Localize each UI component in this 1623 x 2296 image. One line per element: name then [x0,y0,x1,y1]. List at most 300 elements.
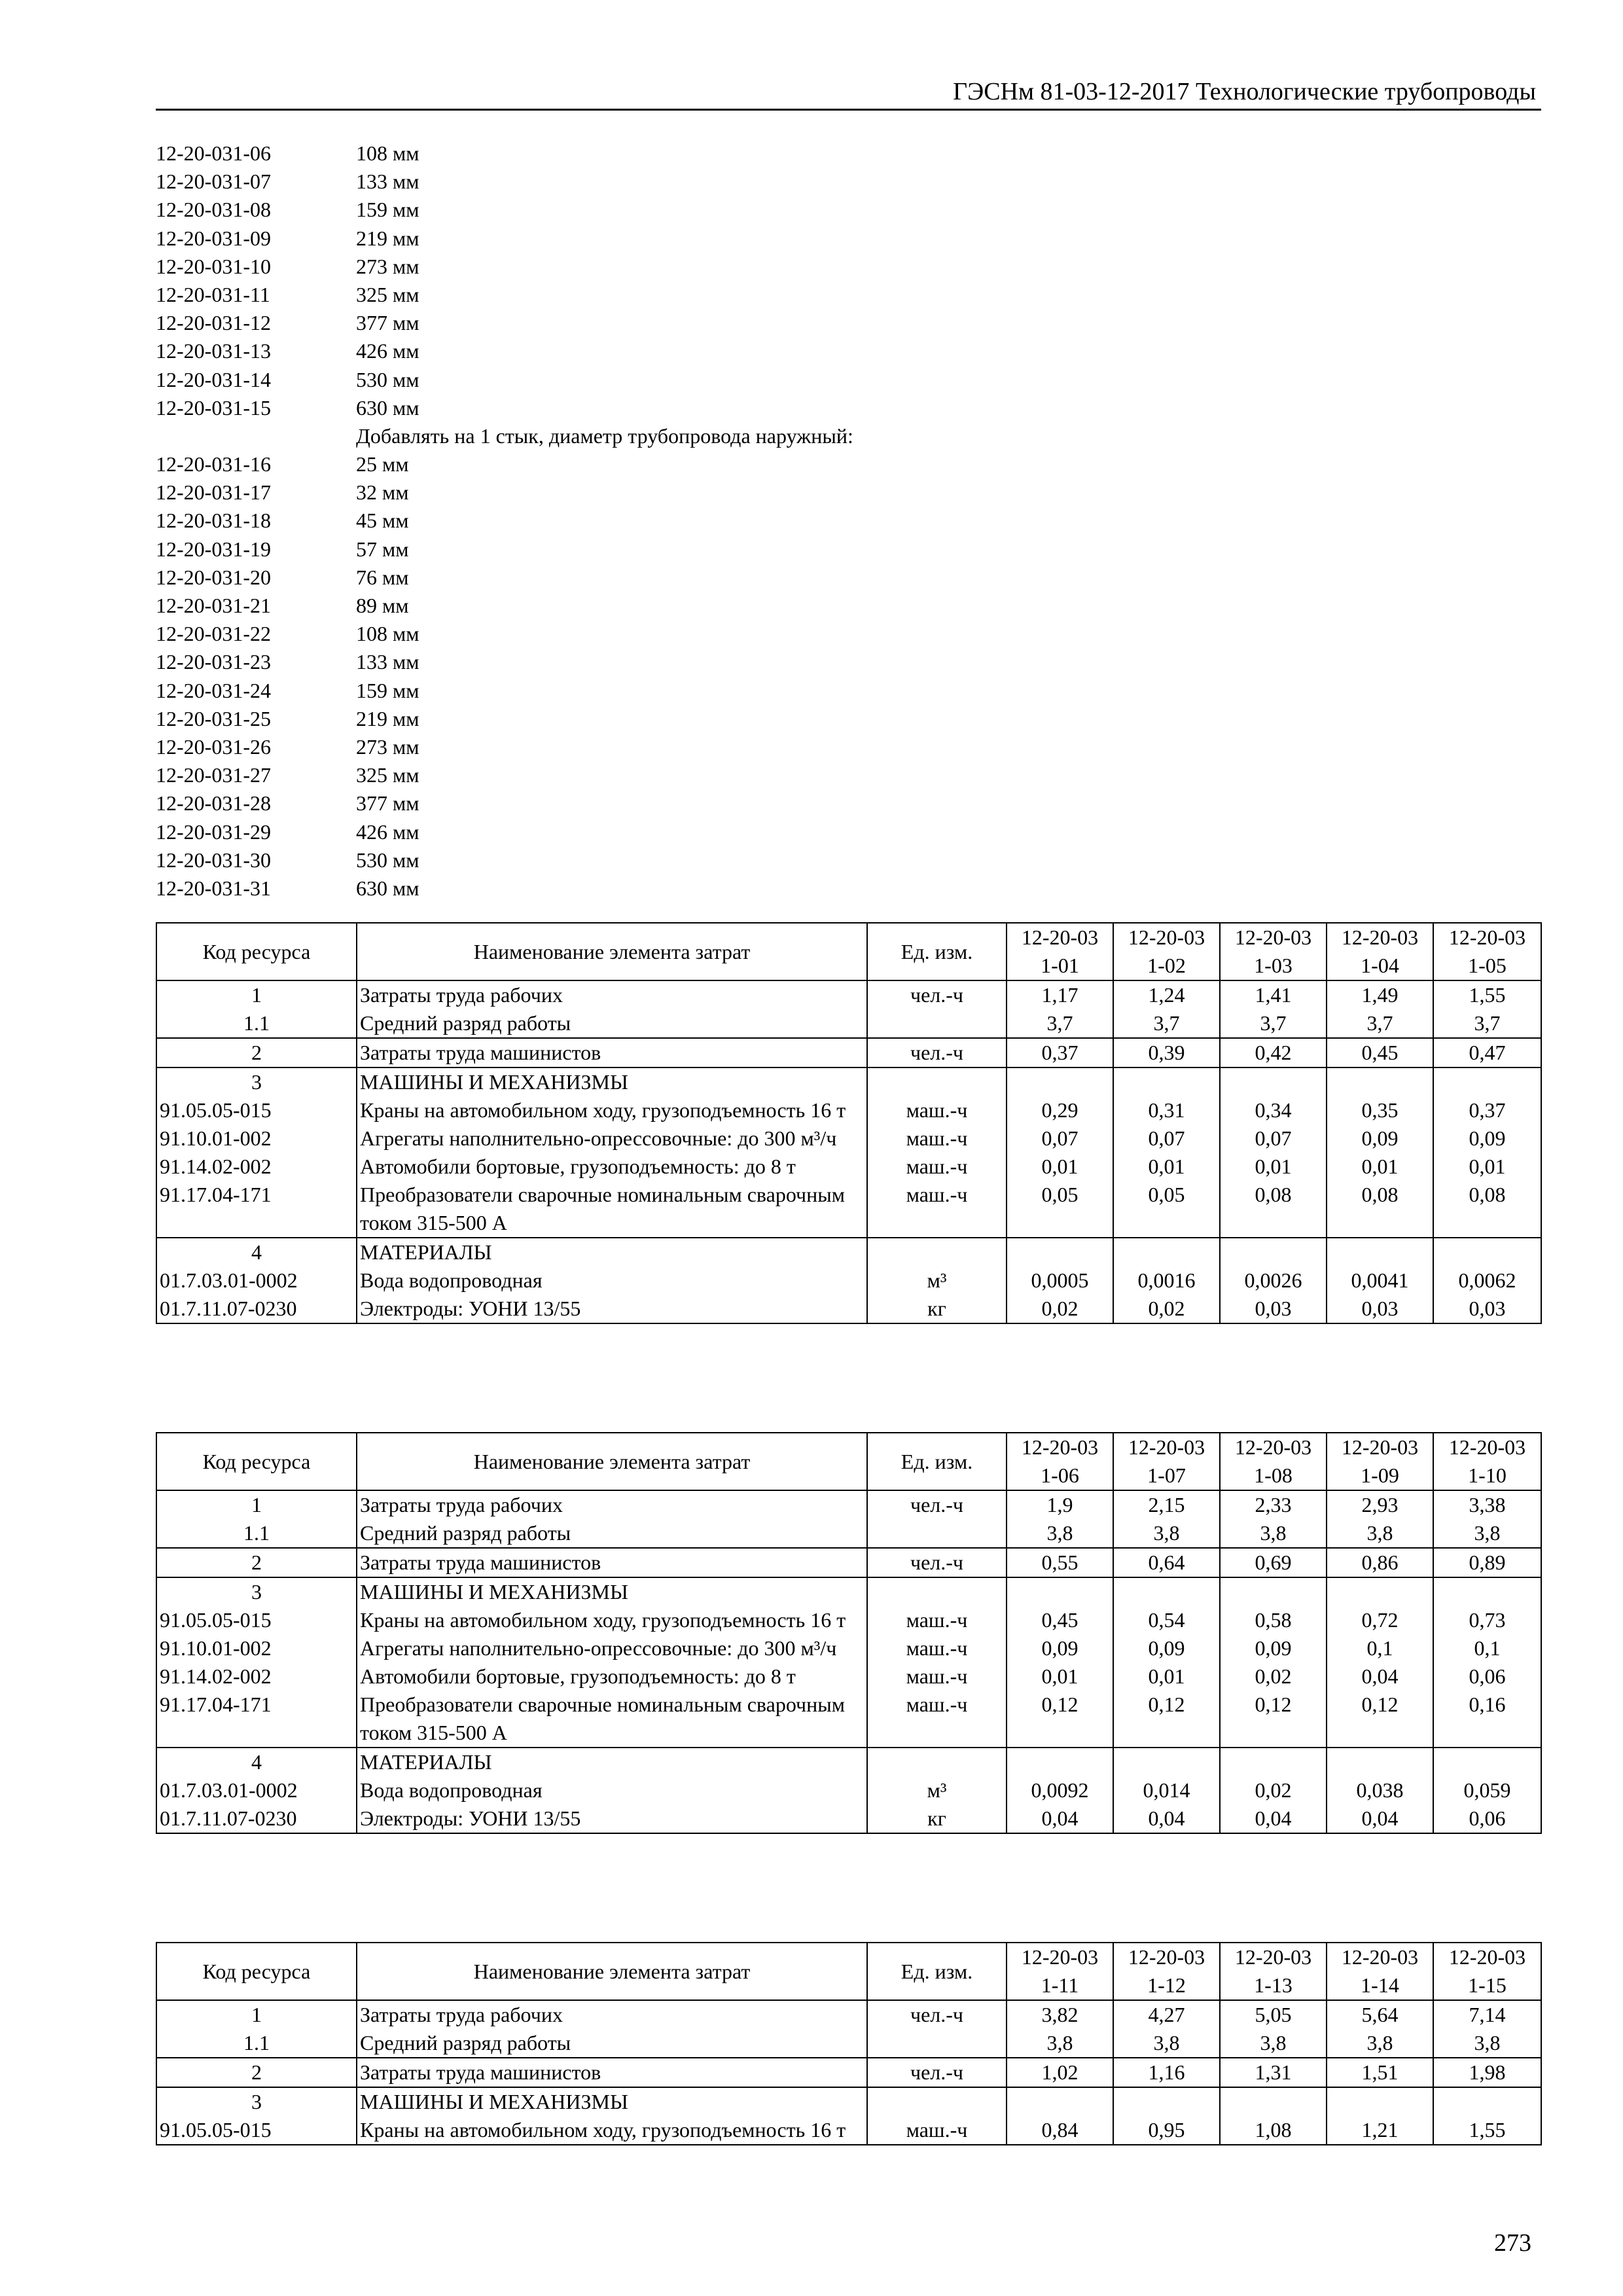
table-row [156,1577,1541,1606]
cell-resource-code: 01.7.11.07-0230 [156,1804,357,1833]
header-column-code: 12-20-031-01 [1007,923,1113,980]
cell-resource-code: 4 [156,1748,357,1776]
code-list-item [156,592,853,620]
code-list-item [156,450,853,478]
cell-element-name: Краны на автомобильном ходу, грузоподъемность 16 т [357,2116,867,2145]
cell-value: 1,08 [1220,2116,1327,2145]
header-unit: Ед. изм. [867,1943,1007,2000]
cell-value: 1,02 [1007,2058,1113,2087]
cell-value: 0,06 [1433,1662,1541,1691]
cell-element-name: Затраты труда рабочих [357,2000,867,2029]
cell-value [1220,2087,1327,2116]
header-column-code: 12-20-031-15 [1433,1943,1541,2000]
cell-value [1113,1238,1220,1266]
cell-value: 0,08 [1220,1181,1327,1238]
cell-value: 0,08 [1327,1181,1433,1238]
code-list-item [156,196,853,224]
table-row [156,1067,1541,1096]
header-code: Код ресурса [156,1943,357,2000]
cell-unit [867,1577,1007,1606]
cell-value: 0,58 [1220,1606,1327,1634]
cell-value: 0,014 [1113,1776,1220,1804]
cell-unit: чел.-ч [867,1038,1007,1067]
cell-element-name: Средний разряд работы [357,1009,867,1038]
cell-value [1113,2087,1220,2116]
cell-element-name: МАТЕРИАЛЫ [357,1748,867,1776]
header-unit: Ед. изм. [867,923,1007,980]
code-list-value: 89 мм [356,594,409,617]
cell-value: 0,09 [1220,1634,1327,1662]
cell-element-name: Электроды: УОНИ 13/55 [357,1804,867,1833]
cell-value: 0,64 [1113,1548,1220,1577]
code-list-item [156,564,853,592]
cell-value [1007,1067,1113,1096]
code-list-item [156,281,853,309]
cell-value: 0,1 [1327,1634,1433,1662]
cell-element-name: МАТЕРИАЛЫ [357,1238,867,1266]
cell-element-name: Автомобили бортовые, грузоподъемность: до 8 т [357,1662,867,1691]
code-list-code: 12-20-031-24 [156,678,271,702]
table-row [156,1776,1541,1804]
cell-value: 0,02 [1220,1776,1327,1804]
code-list-item [156,478,853,507]
header-column-code: 12-20-031-06 [1007,1433,1113,1490]
table-row [156,1548,1541,1577]
table-row [156,1606,1541,1634]
cell-value [1327,1238,1433,1266]
cell-element-name: Вода водопроводная [357,1776,867,1804]
code-list-value: 133 мм [356,650,419,674]
cell-value: 3,8 [1433,2029,1541,2058]
table-row [156,2000,1541,2029]
cell-value: 0,29 [1007,1096,1113,1124]
cell-element-name: Агрегаты наполнительно-опрессовочные: до 300 м³/ч [357,1634,867,1662]
code-list-item [156,733,853,761]
code-list-value: 108 мм [356,622,419,646]
cell-resource-code: 3 [156,2087,357,2116]
cell-value: 1,49 [1327,980,1433,1009]
cell-value [1433,1238,1541,1266]
cell-value: 3,7 [1113,1009,1220,1038]
cell-value: 3,8 [1113,2029,1220,2058]
code-list-item [156,705,853,733]
cell-value: 0,06 [1433,1804,1541,1833]
cell-value: 0,02 [1220,1662,1327,1691]
table-row [156,1748,1541,1776]
code-list-code: 12-20-031-27 [156,763,271,787]
cell-value: 0,07 [1007,1124,1113,1153]
cell-value: 0,038 [1327,1776,1433,1804]
cell-value: 1,41 [1220,980,1327,1009]
cell-element-name: МАШИНЫ И МЕХАНИЗМЫ [357,1577,867,1606]
cell-value: 1,55 [1433,980,1541,1009]
table-row [156,1519,1541,1548]
table-row [156,1181,1541,1238]
cell-value: 0,0026 [1220,1266,1327,1295]
table-row [156,2058,1541,2087]
cell-value: 0,37 [1433,1096,1541,1124]
header-name: Наименование элемента затрат [357,923,867,980]
cell-element-name: Вода водопроводная [357,1266,867,1295]
cell-value: 0,73 [1433,1606,1541,1634]
cell-element-name: МАШИНЫ И МЕХАНИЗМЫ [357,1067,867,1096]
cell-value: 0,0062 [1433,1266,1541,1295]
cell-value: 2,33 [1220,1490,1327,1519]
code-list-note [156,422,853,450]
cell-value: 1,16 [1113,2058,1220,2087]
code-list-code: 12-20-031-19 [156,537,271,561]
cell-unit: маш.-ч [867,1691,1007,1748]
cell-value: 0,42 [1220,1038,1327,1067]
cell-resource-code: 01.7.03.01-0002 [156,1266,357,1295]
code-list-code: 12-20-031-09 [156,226,271,250]
code-list-value: 133 мм [356,170,419,194]
cell-unit [867,1519,1007,1548]
cell-unit: м³ [867,1266,1007,1295]
cell-value: 0,05 [1007,1181,1113,1238]
code-list-item [156,394,853,422]
cell-element-name: Затраты труда машинистов [357,1548,867,1577]
code-list-value: 32 мм [356,480,409,505]
header-column-code: 12-20-031-07 [1113,1433,1220,1490]
code-list-item [156,139,853,168]
cell-value: 0,04 [1113,1804,1220,1833]
code-list-code: 12-20-031-21 [156,594,271,617]
cell-resource-code: 1 [156,980,357,1009]
code-list-code [156,422,356,450]
table-row [156,1096,1541,1124]
cell-value: 0,12 [1327,1691,1433,1748]
code-list-code: 12-20-031-12 [156,311,271,335]
code-list-code: 12-20-031-18 [156,509,271,533]
cell-value: 0,47 [1433,1038,1541,1067]
cell-value: 0,03 [1433,1295,1541,1323]
header-code: Код ресурса [156,1433,357,1490]
cell-value [1113,1067,1220,1096]
cell-resource-code: 1.1 [156,2029,357,2058]
cell-value: 0,02 [1007,1295,1113,1323]
header-column-code: 12-20-031-02 [1113,923,1220,980]
cell-resource-code: 91.17.04-171 [156,1181,357,1238]
code-list-item [156,677,853,705]
code-list-value: 45 мм [356,509,409,533]
cell-value: 0,0005 [1007,1266,1113,1295]
code-list-value: 25 мм [356,452,409,476]
cell-resource-code: 91.05.05-015 [156,1096,357,1124]
code-list-code: 12-20-031-25 [156,706,271,730]
cell-value: 0,01 [1113,1153,1220,1181]
cell-value: 0,04 [1327,1662,1433,1691]
code-list-item [156,253,853,281]
header-column-code: 12-20-031-13 [1220,1943,1327,2000]
cell-unit: чел.-ч [867,2000,1007,2029]
code-list-code: 12-20-031-30 [156,848,271,872]
cell-unit: маш.-ч [867,1634,1007,1662]
code-list-value: 377 мм [356,311,419,335]
cell-resource-code: 4 [156,1238,357,1266]
cell-value: 3,82 [1007,2000,1113,2029]
cell-value: 3,8 [1433,1519,1541,1548]
cell-unit: маш.-ч [867,1153,1007,1181]
cell-element-name: Затраты труда рабочих [357,980,867,1009]
code-list-code: 12-20-031-28 [156,791,271,816]
code-list-item [156,224,853,253]
header-column-code: 12-20-031-12 [1113,1943,1220,2000]
cell-value: 0,07 [1113,1124,1220,1153]
code-list-code: 12-20-031-17 [156,480,271,505]
cell-value [1220,1748,1327,1776]
cell-value: 1,55 [1433,2116,1541,2145]
cell-value: 0,95 [1113,2116,1220,2145]
cell-unit [867,2029,1007,2058]
page-header [156,76,1541,111]
cell-element-name: Средний разряд работы [357,2029,867,2058]
code-list-item [156,874,853,903]
code-list-value: 76 мм [356,565,409,589]
cell-element-name: Краны на автомобильном ходу, грузоподъемность 16 т [357,1606,867,1634]
table-row [156,1662,1541,1691]
cell-value [1113,1577,1220,1606]
cell-value: 0,39 [1113,1038,1220,1067]
code-list-code: 12-20-031-20 [156,565,271,589]
cell-element-name: Затраты труда машинистов [357,1038,867,1067]
cell-value [1327,1577,1433,1606]
cell-unit: чел.-ч [867,1548,1007,1577]
cell-resource-code: 2 [156,1038,357,1067]
cell-value: 0,16 [1433,1691,1541,1748]
cell-value: 1,24 [1113,980,1220,1009]
code-list-value: 426 мм [356,339,419,363]
table-row [156,1124,1541,1153]
cell-value [1007,2087,1113,2116]
code-list [156,139,853,903]
table-row [156,1691,1541,1748]
cell-value: 3,7 [1007,1009,1113,1038]
page-number: 273 [1494,2229,1531,2257]
cell-value: 0,69 [1220,1548,1327,1577]
cell-value [1220,1238,1327,1266]
code-list-item [156,309,853,337]
code-list-item [156,789,853,817]
cell-value: 0,1 [1433,1634,1541,1662]
resource-table-2 [156,1432,1542,1834]
cell-value: 0,05 [1113,1181,1220,1238]
header-unit: Ед. изм. [867,1433,1007,1490]
cell-value: 3,8 [1327,2029,1433,2058]
cell-value: 0,03 [1327,1295,1433,1323]
cell-value [1433,1577,1541,1606]
cell-element-name: Электроды: УОНИ 13/55 [357,1295,867,1323]
cell-value: 0,09 [1113,1634,1220,1662]
header-column-code: 12-20-031-03 [1220,923,1327,980]
cell-resource-code: 01.7.11.07-0230 [156,1295,357,1323]
cell-value: 3,8 [1113,1519,1220,1548]
cell-value: 1,21 [1327,2116,1433,2145]
code-list-value: 426 мм [356,819,419,844]
table-header-row [156,1943,1541,2000]
table-row [156,1295,1541,1323]
cell-value: 3,8 [1220,1519,1327,1548]
cell-value: 1,17 [1007,980,1113,1009]
cell-value: 0,89 [1433,1548,1541,1577]
cell-unit: маш.-ч [867,1124,1007,1153]
code-list-value: 325 мм [356,763,419,787]
cell-resource-code: 91.17.04-171 [156,1691,357,1748]
cell-unit [867,1748,1007,1776]
code-list-value: 219 мм [356,706,419,730]
cell-value: 0,07 [1220,1124,1327,1153]
cell-unit [867,1009,1007,1038]
cell-value: 0,09 [1007,1634,1113,1662]
cell-value: 3,38 [1433,1490,1541,1519]
cell-value: 0,31 [1113,1096,1220,1124]
code-list-code: 12-20-031-16 [156,452,271,476]
code-list-value: 630 мм [356,876,419,900]
cell-value [1327,2087,1433,2116]
cell-value: 3,8 [1220,2029,1327,2058]
header-column-code: 12-20-031-14 [1327,1943,1433,2000]
cell-value: 0,04 [1220,1804,1327,1833]
table-row [156,980,1541,1009]
cell-unit [867,1238,1007,1266]
table-row [156,1804,1541,1833]
code-list-code: 12-20-031-29 [156,819,271,844]
cell-value: 3,8 [1327,1519,1433,1548]
cell-element-name: Затраты труда машинистов [357,2058,867,2087]
cell-value: 0,01 [1007,1153,1113,1181]
cell-element-name: МАШИНЫ И МЕХАНИЗМЫ [357,2087,867,2116]
code-list-item [156,818,853,846]
cell-value: 3,7 [1220,1009,1327,1038]
table-row [156,1153,1541,1181]
cell-value: 0,55 [1007,1548,1113,1577]
code-list-value: 377 мм [356,791,419,816]
cell-value [1007,1748,1113,1776]
cell-value: 0,0016 [1113,1266,1220,1295]
code-list-code: 12-20-031-14 [156,367,271,391]
cell-resource-code: 1 [156,2000,357,2029]
code-list-value: 108 мм [356,141,419,165]
header-column-code: 12-20-031-11 [1007,1943,1113,2000]
cell-resource-code: 91.05.05-015 [156,2116,357,2145]
cell-value [1327,1748,1433,1776]
cell-element-name: Преобразователи сварочные номинальным сварочным током 315-500 А [357,1691,867,1748]
code-list-item [156,337,853,365]
cell-unit: чел.-ч [867,980,1007,1009]
cell-value: 0,04 [1007,1804,1113,1833]
document-title: ГЭСНм 81-03-12-2017 Технологические трубопроводы [953,78,1536,105]
resource-table-3 [156,1942,1542,2145]
code-list-item [156,168,853,196]
cell-value: 0,86 [1327,1548,1433,1577]
cell-value [1220,1067,1327,1096]
table-header-row [156,923,1541,980]
cell-value: 0,04 [1327,1804,1433,1833]
code-list-item [156,535,853,564]
cell-value: 0,09 [1433,1124,1541,1153]
cell-value: 3,8 [1007,1519,1113,1548]
cell-value: 5,64 [1327,2000,1433,2029]
cell-value: 0,0092 [1007,1776,1113,1804]
code-list-value: 273 мм [356,254,419,278]
code-list-value: 159 мм [356,198,419,222]
code-list-code: 12-20-031-23 [156,650,271,674]
code-list-item [156,366,853,394]
code-list-value: 630 мм [356,395,419,420]
cell-element-name: Преобразователи сварочные номинальным сварочным током 315-500 А [357,1181,867,1238]
table-row [156,2029,1541,2058]
header-code: Код ресурса [156,923,357,980]
resource-table-1 [156,922,1542,1324]
table-header-row [156,1433,1541,1490]
cell-value [1433,1067,1541,1096]
cell-value: 0,45 [1007,1606,1113,1634]
cell-element-name: Средний разряд работы [357,1519,867,1548]
cell-value: 0,0041 [1327,1266,1433,1295]
cell-value [1220,1577,1327,1606]
cell-value: 2,93 [1327,1490,1433,1519]
cell-unit: маш.-ч [867,1662,1007,1691]
header-name: Наименование элемента затрат [357,1433,867,1490]
cell-resource-code: 1.1 [156,1009,357,1038]
cell-value [1007,1577,1113,1606]
cell-unit: м³ [867,1776,1007,1804]
code-list-code: 12-20-031-08 [156,198,271,222]
cell-value: 0,08 [1433,1181,1541,1238]
cell-value: 0,45 [1327,1038,1433,1067]
cell-value: 0,37 [1007,1038,1113,1067]
cell-value: 0,02 [1113,1295,1220,1323]
code-list-value: Добавлять на 1 стык, диаметр трубопровода наружный: [356,423,853,448]
cell-value: 3,8 [1007,2029,1113,2058]
table-row [156,2087,1541,2116]
cell-unit: маш.-ч [867,1096,1007,1124]
cell-element-name: Краны на автомобильном ходу, грузоподъемность 16 т [357,1096,867,1124]
cell-value: 0,12 [1220,1691,1327,1748]
cell-value [1113,1748,1220,1776]
cell-unit [867,2087,1007,2116]
cell-resource-code: 91.14.02-002 [156,1662,357,1691]
cell-resource-code: 3 [156,1577,357,1606]
cell-unit: чел.-ч [867,2058,1007,2087]
cell-value: 0,01 [1327,1153,1433,1181]
cell-value [1433,1748,1541,1776]
cell-value [1007,1238,1113,1266]
cell-unit: маш.-ч [867,1606,1007,1634]
cell-element-name: Агрегаты наполнительно-опрессовочные: до 300 м³/ч [357,1124,867,1153]
cell-value: 1,51 [1327,2058,1433,2087]
cell-value [1327,1067,1433,1096]
cell-value: 0,34 [1220,1096,1327,1124]
table-row [156,1266,1541,1295]
code-list-value: 57 мм [356,537,409,561]
code-list-item [156,846,853,874]
cell-value: 1,98 [1433,2058,1541,2087]
code-list-code: 12-20-031-22 [156,622,271,646]
cell-resource-code: 1.1 [156,1519,357,1548]
cell-element-name: Автомобили бортовые, грузоподъемность: до 8 т [357,1153,867,1181]
code-list-value: 273 мм [356,734,419,759]
cell-unit [867,1067,1007,1096]
code-list-value: 325 мм [356,282,419,306]
cell-resource-code: 01.7.03.01-0002 [156,1776,357,1804]
cell-resource-code: 3 [156,1067,357,1096]
cell-value: 0,01 [1007,1662,1113,1691]
table-row [156,1009,1541,1038]
code-list-code: 12-20-031-07 [156,170,271,194]
cell-resource-code: 2 [156,2058,357,2087]
table-row [156,1038,1541,1067]
